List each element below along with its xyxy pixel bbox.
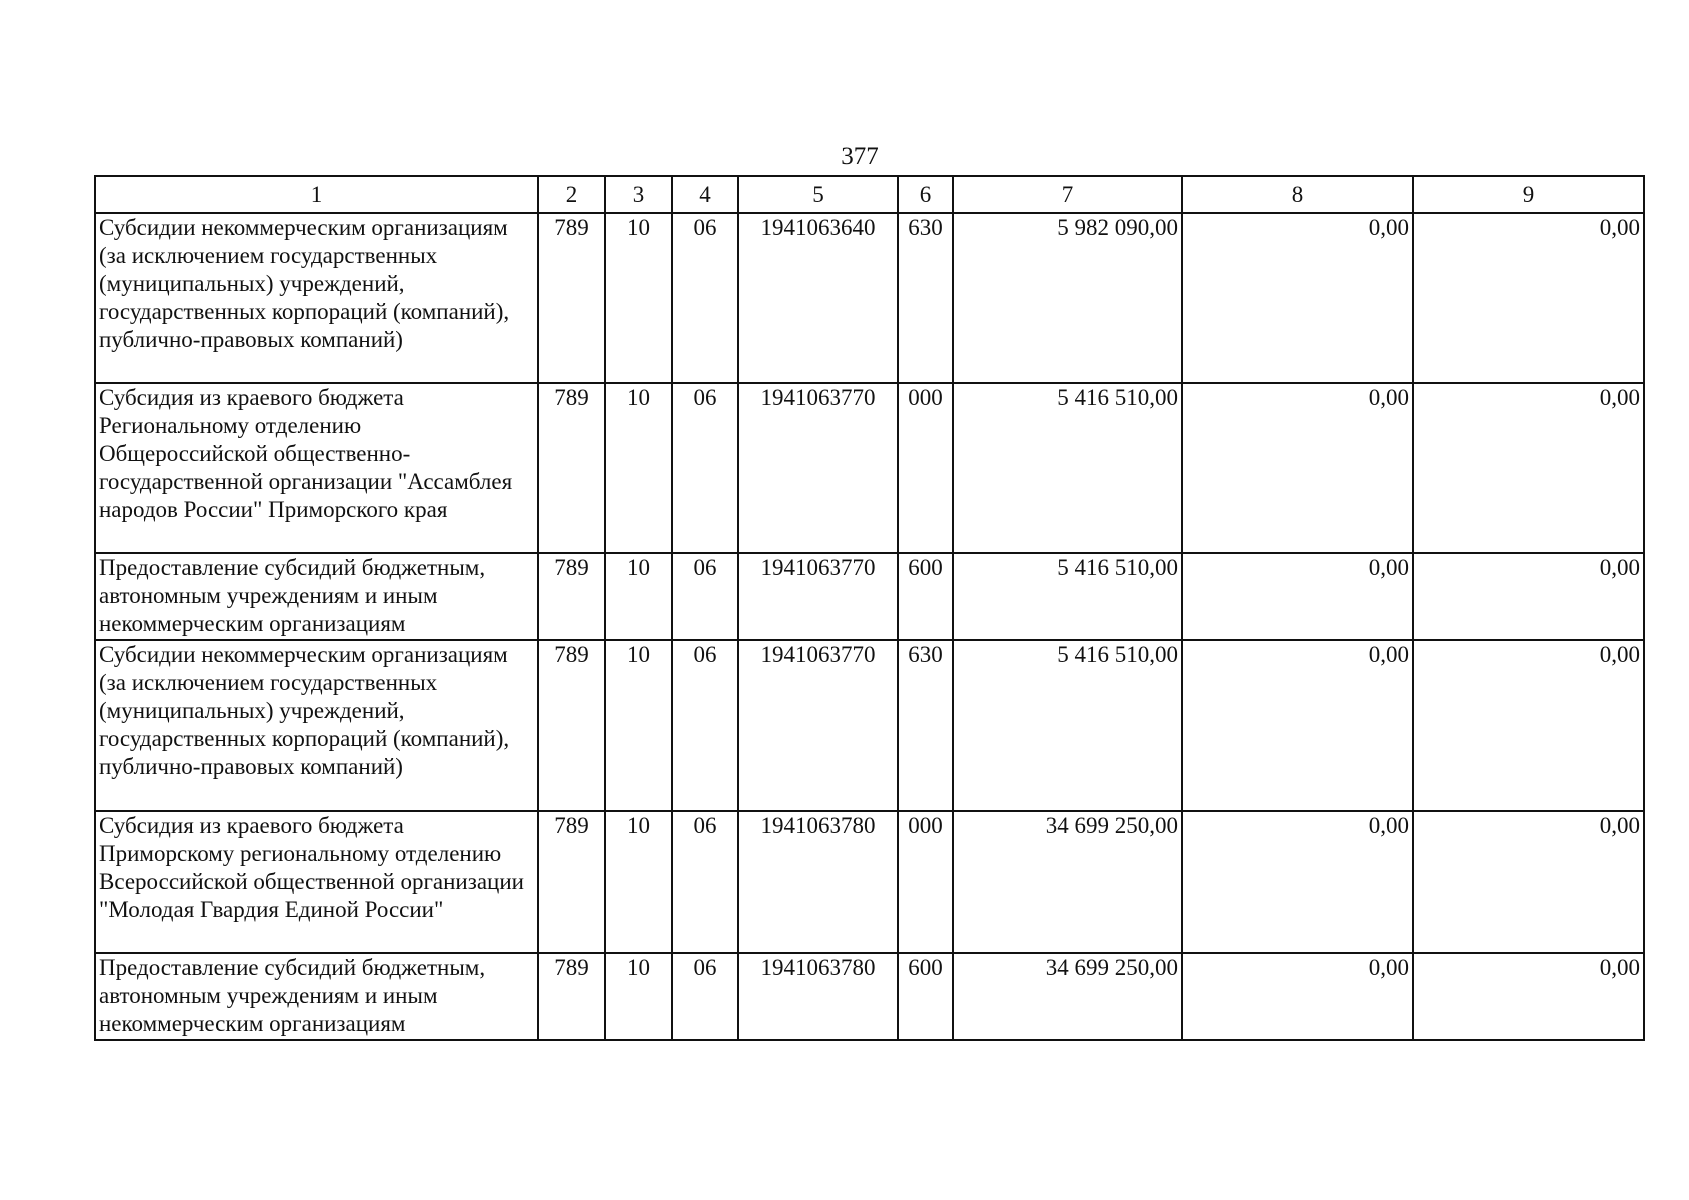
amount-col9: 0,00 — [1413, 213, 1644, 383]
target-article-code: 1941063640 — [738, 213, 898, 383]
target-article-code: 1941063780 — [738, 953, 898, 1040]
ministry-code: 789 — [538, 383, 605, 553]
target-article-code: 1941063780 — [738, 811, 898, 953]
column-header: 9 — [1413, 176, 1644, 213]
column-header: 6 — [898, 176, 953, 213]
column-header: 7 — [953, 176, 1182, 213]
section-code: 10 — [605, 640, 672, 811]
row-name: Субсидия из краевого бюджета Региональному отделению Общероссийской общественно-государственной организации "Ассамблея народов России" Приморского края — [95, 383, 538, 553]
table-row — [95, 640, 1644, 811]
section-code: 10 — [605, 553, 672, 640]
column-header: 2 — [538, 176, 605, 213]
header-row — [95, 176, 1644, 213]
column-header: 1 — [95, 176, 538, 213]
subsection-code: 06 — [672, 383, 738, 553]
row-name: Субсидии некоммерческим организациям (за исключением государственных (муниципальных) учреждений, государственных корпораций (компаний), публично-правовых компаний) — [95, 213, 538, 383]
amount-col8: 0,00 — [1182, 953, 1413, 1040]
amount-col7: 5 416 510,00 — [953, 383, 1182, 553]
amount-col8: 0,00 — [1182, 383, 1413, 553]
subsection-code: 06 — [672, 213, 738, 383]
amount-col8: 0,00 — [1182, 553, 1413, 640]
table-row — [95, 383, 1644, 553]
target-article-code: 1941063770 — [738, 383, 898, 553]
amount-col9: 0,00 — [1413, 811, 1644, 953]
section-code: 10 — [605, 213, 672, 383]
section-code: 10 — [605, 811, 672, 953]
column-header: 4 — [672, 176, 738, 213]
subsection-code: 06 — [672, 953, 738, 1040]
ministry-code: 789 — [538, 213, 605, 383]
page-number: 377 — [841, 143, 879, 170]
expense-type-code: 000 — [898, 811, 953, 953]
table-row — [95, 553, 1644, 640]
subsection-code: 06 — [672, 553, 738, 640]
column-header: 5 — [738, 176, 898, 213]
expense-type-code: 600 — [898, 553, 953, 640]
amount-col7: 34 699 250,00 — [953, 811, 1182, 953]
expense-type-code: 630 — [898, 213, 953, 383]
row-name: Субсидия из краевого бюджета Приморскому региональному отделению Всероссийской общественной организации "Молодая Гвардия Единой России" — [95, 811, 538, 953]
expense-type-code: 600 — [898, 953, 953, 1040]
amount-col7: 34 699 250,00 — [953, 953, 1182, 1040]
column-header: 8 — [1182, 176, 1413, 213]
target-article-code: 1941063770 — [738, 553, 898, 640]
target-article-code: 1941063770 — [738, 640, 898, 811]
row-name: Предоставление субсидий бюджетным, автономным учреждениям и иным некоммерческим организациям — [95, 553, 538, 640]
amount-col7: 5 416 510,00 — [953, 553, 1182, 640]
table-row — [95, 811, 1644, 953]
amount-col8: 0,00 — [1182, 811, 1413, 953]
amount-col8: 0,00 — [1182, 213, 1413, 383]
section-code: 10 — [605, 953, 672, 1040]
ministry-code: 789 — [538, 953, 605, 1040]
amount-col9: 0,00 — [1413, 383, 1644, 553]
table-row — [95, 953, 1644, 1040]
amount-col7: 5 416 510,00 — [953, 640, 1182, 811]
subsection-code: 06 — [672, 640, 738, 811]
budget-table — [94, 175, 1645, 1041]
table-row — [95, 213, 1644, 383]
ministry-code: 789 — [538, 553, 605, 640]
row-name: Субсидии некоммерческим организациям (за исключением государственных (муниципальных) учреждений, государственных корпораций (компаний), публично-правовых компаний) — [95, 640, 538, 811]
amount-col8: 0,00 — [1182, 640, 1413, 811]
ministry-code: 789 — [538, 811, 605, 953]
expense-type-code: 000 — [898, 383, 953, 553]
amount-col7: 5 982 090,00 — [953, 213, 1182, 383]
amount-col9: 0,00 — [1413, 553, 1644, 640]
ministry-code: 789 — [538, 640, 605, 811]
amount-col9: 0,00 — [1413, 953, 1644, 1040]
section-code: 10 — [605, 383, 672, 553]
column-header: 3 — [605, 176, 672, 213]
row-name: Предоставление субсидий бюджетным, автономным учреждениям и иным некоммерческим организациям — [95, 953, 538, 1040]
subsection-code: 06 — [672, 811, 738, 953]
expense-type-code: 630 — [898, 640, 953, 811]
amount-col9: 0,00 — [1413, 640, 1644, 811]
